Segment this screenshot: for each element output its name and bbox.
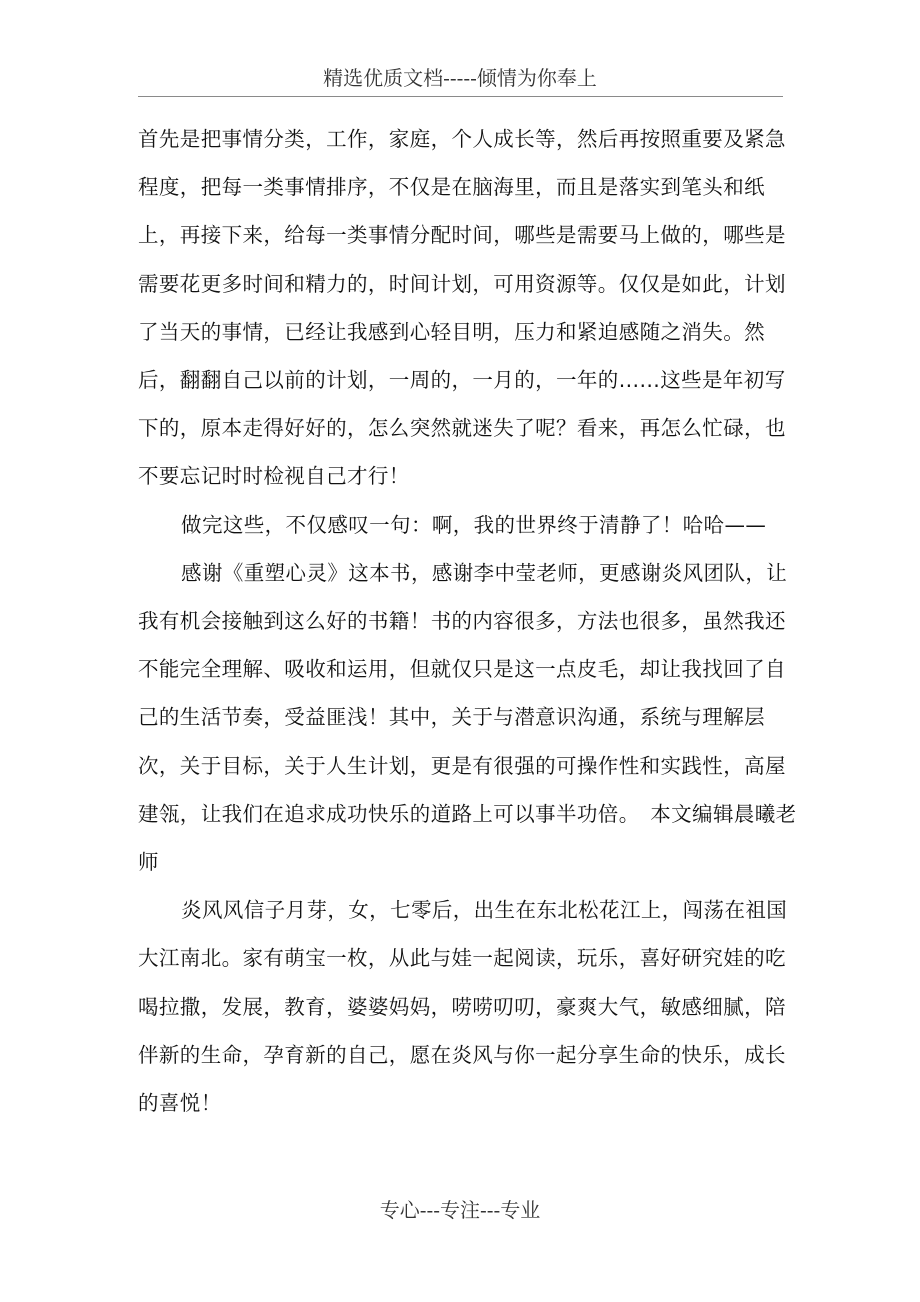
page-header: 精选优质文档-----倾情为你奉上 [323,66,597,90]
paragraph-reflection: 做完这些，不仅感叹一句：啊，我的世界终于清静了！哈哈—— [181,512,767,537]
document-body [138,115,798,1127]
header-divider [138,96,783,97]
page-footer: 专心---专注---专业 [379,1198,541,1222]
paragraph-planning: 首先是把事情分类，工作，家庭，个人成长等，然后再按照重要及紧急程度，把每一类事情排序，不仅是在脑海里，而且是落实到笔头和纸上，再接下来，给每一类事情分配时间，哪些是需要马上做的，哪些是需要花更多时间和精力的，时间计划，可用资源等。仅仅是如此，计划了当天的事情，已经让我感到心轻目明，压力和紧迫感随之消失。然后，翻翻自己以前的计划，一周的，一月的，一年的......这些是年初写下的，原本走得好好的，怎么突然就迷失了呢？看来，再怎么忙碌，也不要忘记时时检视自己才行！ [138,127,786,489]
paragraph-author-bio: 炎风风信子月芽，女，七零后，出生在东北松花江上，闯荡在祖国大江南北。家有萌宝一枚，从此与娃一起阅读，玩乐，喜好研究娃的吃喝拉撒，发展，教育，婆婆妈妈，唠唠叨叨，豪爽大气，敏感细腻，陪伴新的生命，孕育新的自己，愿在炎风与你一起分享生命的快乐，成长的喜悦！ [138,898,788,1116]
paragraph-thanks: 感谢《重塑心灵》这本书，感谢李中莹老师，更感谢炎风团队，让我有机会接触到这么好的书籍！书的内容很多，方法也很多，虽然我还不能完全理解、吸收和运用，但就仅只是这一点皮毛，却让我找回了自己的生活节奏，受益匪浅！其中，关于与潜意识沟通，系统与理解层次，关于目标，关于人生计划，更是有很强的可操作性和实践性，高屋建瓴，让我们在追求成功快乐的道路上可以事半功倍。 本文编辑晨曦老师 [138,560,797,875]
